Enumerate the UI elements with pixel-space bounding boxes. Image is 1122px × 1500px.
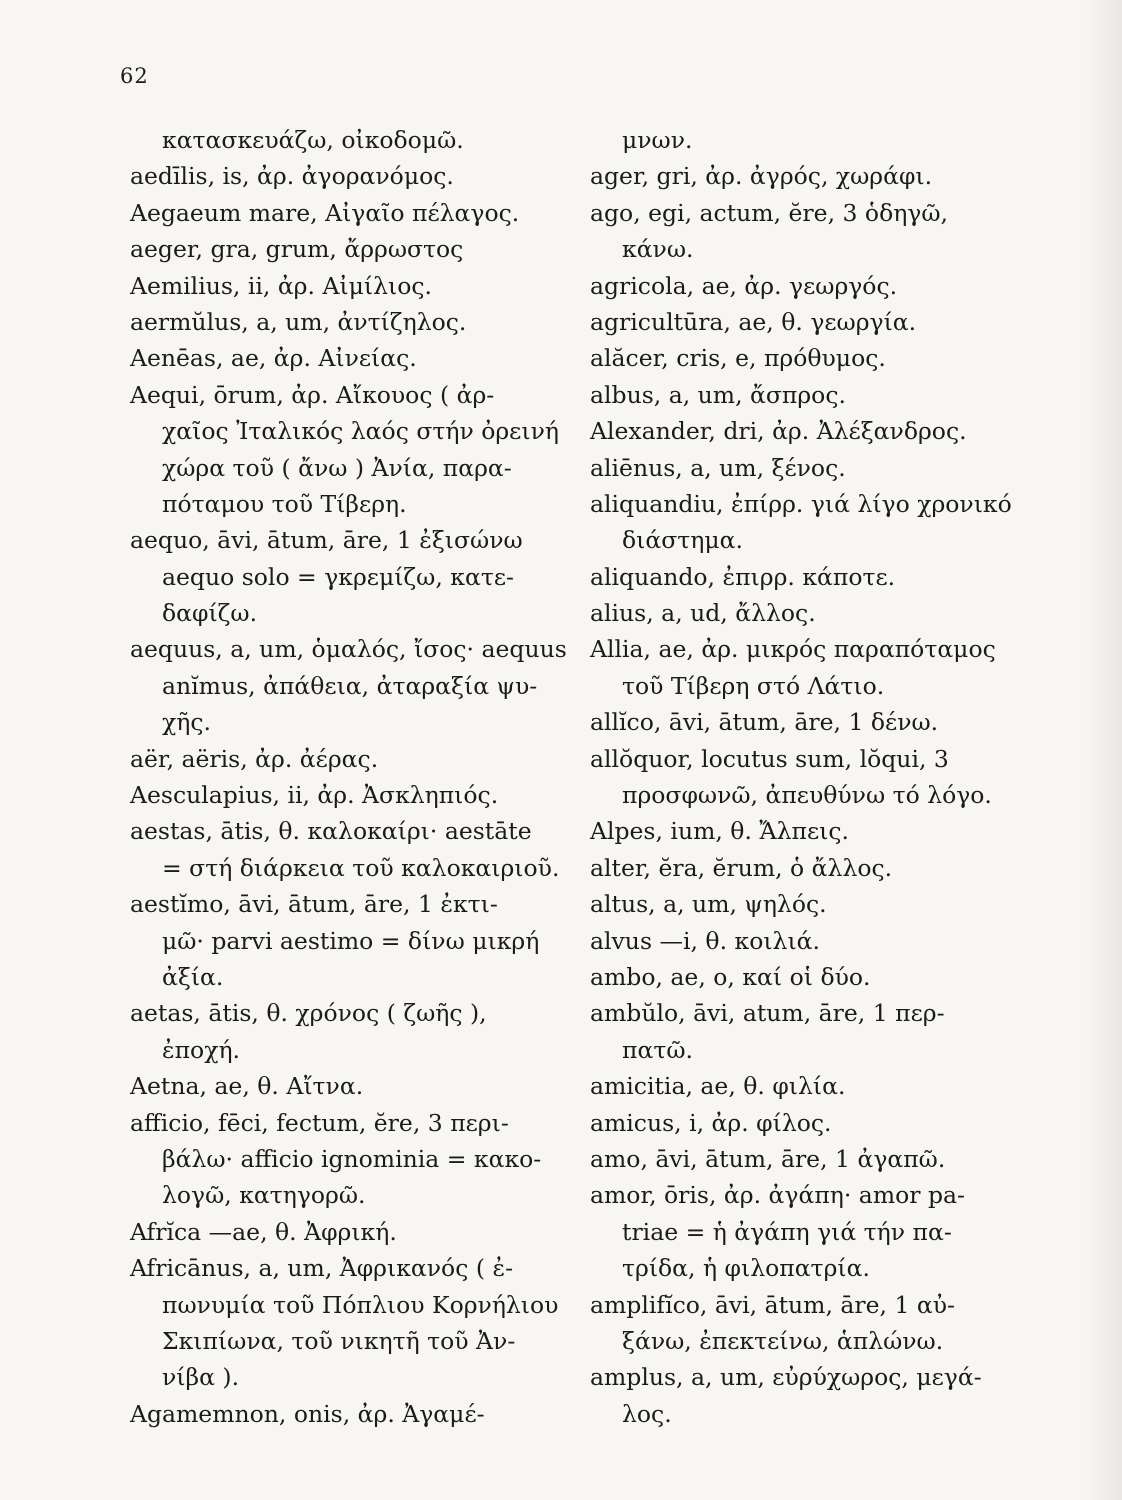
dictionary-line: Alexander, dri, ἀρ. Ἀλέξανδρος. (590, 417, 967, 446)
dictionary-line: Allia, ae, ἀρ. μικρός παραπόταμος (590, 635, 996, 664)
dictionary-line: amicus, i, ἀρ. φίλος. (590, 1108, 832, 1137)
dictionary-line: alius, a, ud, ἄλλος. (590, 599, 816, 628)
dictionary-line: alvus —i, θ. κοιλιά. (590, 926, 821, 955)
dictionary-line: aliquando, ἐπιρρ. κάποτε. (590, 562, 896, 591)
dictionary-line: τοῦ Τίβερη στό Λάτιο. (622, 671, 885, 700)
dictionary-line: κάνω. (622, 235, 694, 264)
dictionary-line: agricola, ae, ἀρ. γεωργός. (590, 271, 898, 300)
dictionary-line: ξάνω, ἐπεκτείνω, ἁπλώνω. (622, 1326, 944, 1355)
dictionary-line: aër, aëris, ἀρ. ἀέρας. (130, 744, 379, 773)
dictionary-line: πατῶ. (622, 1035, 693, 1064)
dictionary-line: μῶ· parvi aestimo = δίνω μικρή (162, 926, 540, 955)
dictionary-line: aermŭlus, a, um, ἀντίζηλος. (130, 307, 467, 336)
dictionary-line: ago, egi, actum, ĕre, 3 ὁδηγῶ, (590, 198, 948, 227)
dictionary-line: Aequi, ōrum, ἀρ. Αἴκουος ( ἀρ- (130, 380, 495, 409)
dictionary-line: alăcer, cris, e, πρόθυμος. (590, 344, 886, 373)
dictionary-line: Alpes, ium, θ. Ἄλπεις. (590, 817, 850, 846)
dictionary-line: amo, āvi, ātum, āre, 1 ἀγαπῶ. (590, 1144, 946, 1173)
dictionary-line: aliquandiu, ἐπίρρ. γιά λίγο χρονικό (590, 489, 1012, 518)
dictionary-line: χώρα τοῦ ( ἄνω ) Ἀνία, παρα- (162, 453, 512, 482)
dictionary-line: λος. (622, 1399, 672, 1428)
dictionary-line: ἐποχή. (162, 1035, 240, 1064)
dictionary-line: triae = ἡ ἀγάπη γιά τήν πα- (622, 1217, 952, 1246)
page-number: 62 (120, 64, 149, 88)
dictionary-line: Aetna, ae, θ. Αἴτνα. (130, 1072, 364, 1101)
dictionary-line: χαῖος Ἰταλικός λαός στήν ὀρεινή (162, 417, 559, 446)
dictionary-line: προσφωνῶ, ἀπευθύνω τό λόγο. (622, 781, 992, 810)
dictionary-line: χῆς. (162, 708, 211, 737)
dictionary-line: ambŭlo, āvi, atum, āre, 1 περ- (590, 999, 945, 1028)
dictionary-line: aetas, ātis, θ. χρόνος ( ζωῆς ), (130, 999, 487, 1028)
dictionary-line: amplifĭco, āvi, ātum, āre, 1 αὐ- (590, 1290, 955, 1319)
dictionary-line: ager, gri, ἀρ. ἀγρός, χωράφι. (590, 162, 933, 191)
right-column (590, 122, 1050, 1432)
dictionary-line: μνων. (622, 126, 693, 154)
dictionary-line: allĭco, āvi, ātum, āre, 1 δένω. (590, 708, 939, 737)
left-column (130, 122, 567, 1432)
dictionary-line: aedīlis, is, ἀρ. ἀγορανόμος. (130, 162, 454, 191)
dictionary-line: amor, ōris, ἀρ. ἀγάπη· amor pa- (590, 1181, 965, 1210)
dictionary-line: afficio, fēci, fectum, ĕre, 3 περι- (130, 1108, 509, 1137)
dictionary-line: albus, a, um, ἄσπρος. (590, 380, 846, 409)
dictionary-line: aeger, gra, grum, ἄρρωστος (130, 235, 464, 264)
dictionary-line: aestĭmo, āvi, ātum, āre, 1 ἐκτι- (130, 890, 498, 919)
dictionary-line: anĭmus, ἀπάθεια, ἀταραξία ψυ- (162, 671, 538, 700)
dictionary-line: διάστημα. (622, 526, 743, 555)
dictionary-line: πωνυμία τοῦ Πόπλιου Κορνήλιου (162, 1290, 559, 1319)
dictionary-line: amplus, a, um, εὐρύχωρος, μεγά- (590, 1363, 982, 1392)
dictionary-line: alter, ĕra, ĕrum, ὁ ἄλλος. (590, 853, 893, 882)
dictionary-line: aequo solo = γκρεμίζω, κατε- (162, 562, 514, 591)
dictionary-line: κατασκευάζω, οἰκοδομῶ. (162, 126, 464, 154)
dictionary-line: allŏquor, locutus sum, lŏqui, 3 (590, 744, 949, 773)
dictionary-line: = στή διάρκεια τοῦ καλοκαιριοῦ. (162, 853, 560, 882)
dictionary-line: πόταμου τοῦ Τίβερη. (162, 489, 407, 518)
dictionary-line: Σκιπίωνα, τοῦ νικητῆ τοῦ Ἀν- (162, 1326, 516, 1355)
dictionary-line: ambo, ae, o, καί οἱ δύο. (590, 962, 871, 991)
dictionary-line: Agamemnon, onis, ἀρ. Ἀγαμέ- (130, 1399, 485, 1428)
dictionary-line: aliēnus, a, um, ξένος. (590, 453, 846, 482)
dictionary-line: agricultūra, ae, θ. γεωργία. (590, 307, 917, 336)
dictionary-line: Afrĭca —ae, θ. Ἀφρική. (130, 1217, 397, 1246)
dictionary-line: aequus, a, um, ὁμαλός, ἴσος· aequus (130, 635, 567, 664)
dictionary-line: Aesculapius, ii, ἀρ. Ἀσκληπιός. (130, 781, 499, 810)
dictionary-line: amicitia, ae, θ. φιλία. (590, 1072, 846, 1101)
dictionary-line: aequo, āvi, ātum, āre, 1 ἐξισώνω (130, 526, 523, 555)
dictionary-line: aestas, ātis, θ. καλοκαίρι· aestāte (130, 817, 532, 846)
dictionary-line: λογῶ, κατηγορῶ. (162, 1181, 366, 1210)
dictionary-line: Aegaeum mare, Αἰγαῖο πέλαγος. (130, 198, 520, 227)
dictionary-line: βάλω· afficio ignominia = κακο- (162, 1144, 542, 1173)
dictionary-line: νίβα ). (162, 1363, 240, 1392)
dictionary-line: ἀξία. (162, 962, 224, 991)
dictionary-line: Aenēas, ae, ἀρ. Αἰνείας. (130, 344, 417, 373)
dictionary-line: τρίδα, ἡ φιλοπατρία. (622, 1254, 870, 1283)
dictionary-line: Aemilius, ii, ἀρ. Αἰμίλιος. (130, 271, 433, 300)
dictionary-line: Africānus, a, um, Ἀφρικανός ( ἐ- (130, 1254, 514, 1283)
dictionary-line: altus, a, um, ψηλός. (590, 890, 827, 919)
page-edge-shadow (1084, 0, 1122, 1500)
dictionary-line: δαφίζω. (162, 599, 258, 628)
